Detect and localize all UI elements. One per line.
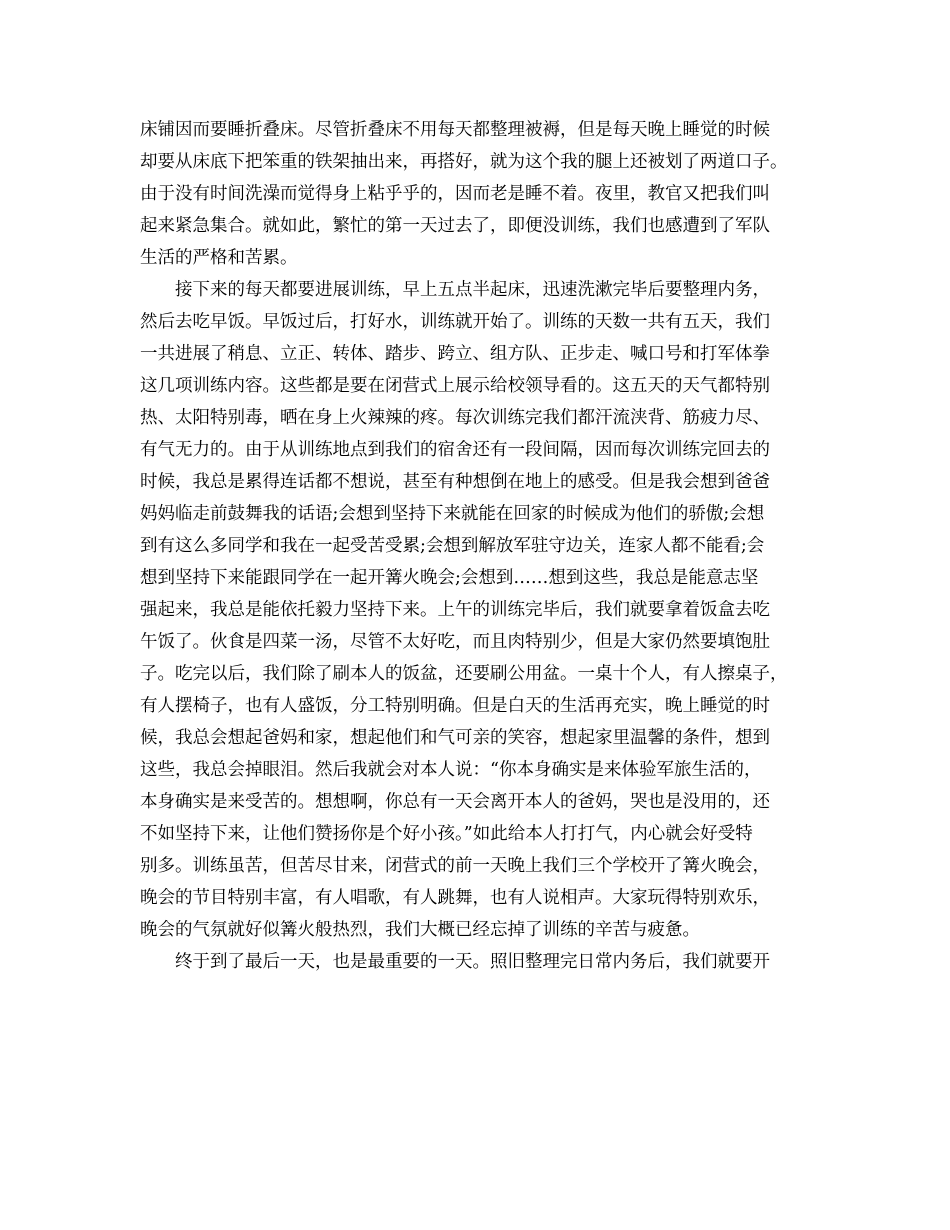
text-line: 有气无力的。由于从训练地点到我们的宿舍还有一段间隔，因而每次训练完回去的 xyxy=(140,440,770,460)
text-line: 候，我总会想起爸妈和家，想起他们和气可亲的笑容，想起家里温馨的条件，想到 xyxy=(140,728,770,748)
text-line: 有人摆椅子，也有人盛饭，分工特别明确。但是白天的生活再充实，晚上睡觉的时 xyxy=(140,696,770,716)
text-line: 晚会的节目特别丰富，有人唱歌，有人跳舞，也有人说相声。大家玩得特别欢乐， xyxy=(140,888,770,908)
text-line: 子。吃完以后，我们除了刷本人的饭盆，还要刷公用盆。一桌十个人，有人擦桌子， xyxy=(140,664,788,684)
text-line: 晚会的气氛就好似篝火般热烈，我们大概已经忘掉了训练的辛苦与疲惫。 xyxy=(140,920,700,940)
text-line: 热、太阳特别毒，晒在身上火辣辣的疼。每次训练完我们都汗流浃背、筋疲力尽、 xyxy=(140,408,770,428)
body-text xyxy=(140,114,820,978)
text-line: 想到坚持下来能跟同学在一起开篝火晚会;会想到……想到这些，我总是能意志坚 xyxy=(140,568,759,588)
text-line: 一共进展了稍息、立正、转体、踏步、跨立、组方队、正步走、喊口号和打军体拳 xyxy=(140,344,770,364)
text-line: 本身确实是来受苦的。想想啊，你总有一天会离开本人的爸妈，哭也是没用的，还 xyxy=(140,792,770,812)
text-line: 生活的严格和苦累。 xyxy=(140,248,298,268)
text-line: 时候，我总是累得连话都不想说，甚至有种想倒在地上的感受。但是我会想到爸爸 xyxy=(140,472,770,492)
text-line: 不如坚持下来，让他们赞扬你是个好小孩。”如此给本人打打气，内心就会好受特 xyxy=(140,824,753,844)
text-line: 妈妈临走前鼓舞我的话语;会想到坚持下来就能在回家的时候成为他们的骄傲;会想 xyxy=(140,504,765,524)
text-line: 然后去吃早饭。早饭过后，打好水，训练就开始了。训练的天数一共有五天，我们 xyxy=(140,312,770,332)
text-line: 却要从床底下把笨重的铁架抽出来，再搭好，就为这个我的腿上还被划了两道口子。 xyxy=(140,152,788,172)
text-line: 由于没有时间洗澡而觉得身上粘乎乎的，因而老是睡不着。夜里，教官又把我们叫 xyxy=(140,184,770,204)
text-line: 到有这么多同学和我在一起受苦受累;会想到解放军驻守边关，连家人都不能看;会 xyxy=(140,536,765,556)
text-line: 接下来的每天都要进展训练，早上五点半起床，迅速洗漱完毕后要整理内务， xyxy=(175,280,770,300)
text-line: 这些，我总会掉眼泪。然后我就会对本人说：“你本身确实是来体验军旅生活的， xyxy=(140,760,762,780)
text-line: 别多。训练虽苦，但苦尽甘来，闭营式的前一天晚上我们三个学校开了篝火晚会， xyxy=(140,856,770,876)
text-line: 这几项训练内容。这些都是要在闭营式上展示给校领导看的。这五天的天气都特别 xyxy=(140,376,770,396)
text-line: 床铺因而要睡折叠床。尽管折叠床不用每天都整理被褥，但是每天晚上睡觉的时候 xyxy=(140,120,770,140)
text-line: 强起来，我总是能依托毅力坚持下来。上午的训练完毕后，我们就要拿着饭盒去吃 xyxy=(140,600,770,620)
text-line: 午饭了。伙食是四菜一汤，尽管不太好吃，而且肉特别少，但是大家仍然要填饱肚 xyxy=(140,632,770,652)
text-line: 起来紧急集合。就如此，繁忙的第一天过去了，即便没训练，我们也感遭到了军队 xyxy=(140,216,770,236)
text-line: 终于到了最后一天，也是最重要的一天。照旧整理完日常内务后，我们就要开 xyxy=(175,952,770,972)
